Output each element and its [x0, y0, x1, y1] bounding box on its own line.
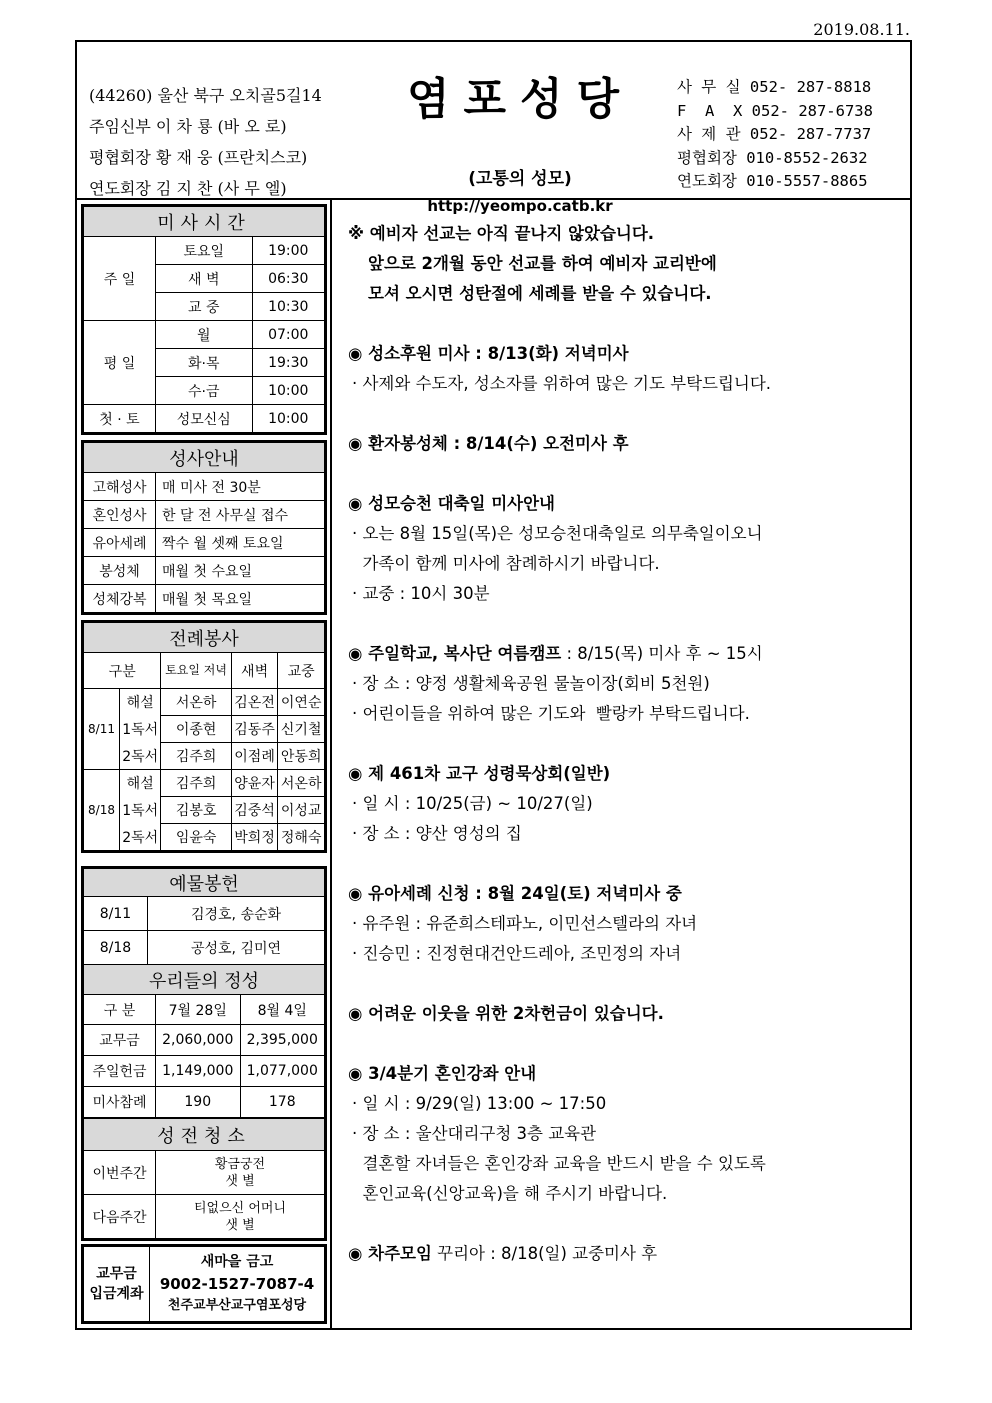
offering-names: 김경호, 송순화 — [148, 897, 325, 931]
news-item-line: 가족이 함께 미사에 참례하시기 바랍니다. — [352, 554, 660, 573]
bulletin-frame — [75, 40, 912, 1330]
liturgy-person: 김봉호 — [161, 797, 231, 824]
news-item-title: ◉ 성모승천 대축일 미사안내 — [348, 494, 555, 513]
sacrament-info: 매월 첫 수요일 — [156, 557, 325, 585]
news-item-line: 결혼할 자녀들은 혼인강좌 교육을 반드시 받을 수 있도록 — [352, 1154, 766, 1173]
news-item-line: · 장 소 : 양산 영성의 집 — [352, 824, 522, 843]
news-item-title: ◉ 3/4분기 혼인강좌 안내 — [348, 1064, 537, 1083]
mass-cell: 07:00 — [252, 321, 324, 349]
sacraments-title: 성사안내 — [84, 443, 325, 473]
mass-cell: 월 — [156, 321, 253, 349]
news-item-line: · 장 소 : 울산대리구청 3층 교육관 — [352, 1124, 597, 1143]
sacrament-info: 매월 첫 목요일 — [156, 585, 325, 613]
account-box — [81, 1244, 327, 1324]
news-item-title: ◉ 제 461차 교구 성령묵상회(일반) — [348, 764, 611, 783]
liturgy-person: 김주희 — [161, 743, 231, 770]
mass-cell: 화·목 — [156, 349, 253, 377]
contact-prayer: 연도회장 010-5557-8865 — [677, 172, 868, 190]
mass-cell: 성모신심 — [156, 405, 253, 433]
address: (44260) 울산 북구 오치골5길14 — [89, 86, 322, 105]
finance-title: 우리들의 정성 — [84, 965, 325, 995]
parish-url[interactable]: http://yeompo.catb.kr — [427, 197, 613, 215]
liturgy-role: 2독서 — [120, 743, 161, 770]
sunday-label: 주 일 — [84, 237, 156, 321]
sacrament-name: 유아세례 — [84, 529, 156, 557]
liturgy-person: 신기철 — [278, 716, 325, 743]
sacrament-info: 짝수 월 셋째 토요일 — [156, 529, 325, 557]
liturgy-person: 이성교 — [278, 797, 325, 824]
news-item-line: · 유주원 : 유준희스테파노, 이민선스텔라의 자녀 — [352, 914, 698, 933]
liturgy-title: 전례봉사 — [84, 623, 325, 653]
prayer-president: 연도회장 김 지 찬 (사 무 엘) — [89, 179, 287, 198]
news-item-line: · 장 소 : 양정 생활체육공원 물놀이장(회비 5천원) — [352, 674, 710, 693]
contact-council: 평협회장 010-8552-2632 — [677, 148, 868, 167]
sacraments-box — [81, 440, 327, 615]
parish-title: 염포성당 — [406, 74, 633, 125]
cleaning-box — [81, 1118, 327, 1241]
liturgy-role: 2독서 — [120, 824, 161, 851]
sacrament-name: 성체강복 — [84, 585, 156, 613]
contacts — [677, 76, 873, 194]
finance-label: 교무금 — [84, 1025, 156, 1056]
offering-date: 8/11 — [84, 897, 148, 931]
finance-table — [83, 964, 325, 1118]
finance-label: 미사참례 — [84, 1087, 156, 1118]
finance-label: 주일헌금 — [84, 1056, 156, 1087]
liturgy-table — [83, 622, 325, 851]
mass-schedule-box — [81, 204, 327, 435]
liturgy-person: 김중석 — [231, 797, 278, 824]
mass-title: 미사시간 — [84, 207, 325, 237]
news-item-title: ◉ 환자봉성체 : 8/14(수) 오전미사 후 — [348, 434, 629, 453]
liturgy-col-head: 새벽 — [231, 653, 278, 689]
liturgy-person: 양윤자 — [231, 770, 278, 797]
liturgy-role: 1독서 — [120, 797, 161, 824]
parish-title-block — [395, 70, 645, 215]
pastor: 주임신부 이 차 룡 (바 오 로) — [89, 117, 287, 136]
header-info — [89, 80, 322, 204]
liturgy-box — [81, 620, 327, 853]
offering-box — [81, 866, 327, 967]
cleaning-group: 샛 별 — [225, 1217, 255, 1233]
sacrament-name: 고해성사 — [84, 473, 156, 501]
liturgy-person: 이종현 — [161, 716, 231, 743]
sacrament-name: 혼인성사 — [84, 501, 156, 529]
contact-rectory: 사 제 관 052- 287-7737 — [677, 125, 872, 143]
liturgy-person: 이연순 — [278, 689, 325, 716]
cleaning-group: 티없으신 어머니 — [193, 1200, 287, 1216]
finance-col-head: 7월 28일 — [156, 995, 241, 1025]
liturgy-person: 김온전 — [231, 689, 278, 716]
sacrament-info: 매 미사 전 30분 — [156, 473, 325, 501]
liturgy-col-head: 교중 — [278, 653, 325, 689]
intro-line: 앞으로 2개월 동안 선교를 하여 예비자 교리반에 — [368, 254, 717, 273]
liturgy-date: 8/18 — [84, 770, 120, 851]
finance-col-head: 구 분 — [84, 995, 156, 1025]
news-item-line: · 어린이들을 위하여 많은 기도와 빨랑카 부탁드립니다. — [352, 704, 750, 723]
news-item-title: ◉ 성소후원 미사 : 8/13(화) 저녁미사 — [348, 344, 629, 363]
news-item-line: · 사제와 수도자, 성소자를 위하여 많은 기도 부탁드립니다. — [352, 374, 772, 393]
mass-cell: 교 중 — [156, 293, 253, 321]
liturgy-date: 8/11 — [84, 689, 120, 770]
finance-value: 1,149,000 — [156, 1056, 241, 1087]
cleaning-group: 샛 별 — [225, 1173, 255, 1189]
contact-office: 사 무 실 052- 287-8818 — [677, 78, 872, 96]
issue-date: 2019.08.11. — [813, 20, 910, 39]
liturgy-person: 안동희 — [278, 743, 325, 770]
intro-line: 모셔 오시면 성탄절에 세례를 받을 수 있습니다. — [368, 284, 712, 303]
intro-line: ※ 예비자 선교는 아직 끝나지 않았습니다. — [348, 224, 655, 243]
account-holder: 천주교부산교구염포성당 — [167, 1298, 307, 1313]
mass-cell: 토요일 — [156, 237, 253, 265]
mass-table — [83, 206, 325, 433]
news-item-title: ◉ 차주모임 — [348, 1244, 432, 1263]
liturgy-person: 정해숙 — [278, 824, 325, 851]
sacraments-table — [83, 442, 325, 613]
council-president: 평협회장 황 재 웅 (프란치스코) — [89, 148, 308, 167]
news-item-line: · 오는 8월 15일(목)은 성모승천대축일로 의무축일이오니 — [352, 524, 763, 543]
liturgy-col-head: 토요일 저녁 — [161, 653, 231, 689]
news-item-title: ◉ 유아세례 신청 : 8월 24일(토) 저녁미사 중 — [348, 884, 682, 903]
mass-cell: 19:30 — [252, 349, 324, 377]
finance-value: 178 — [240, 1087, 325, 1118]
news-item-line: · 진승민 : 진정현대건안드레아, 조민정의 자녀 — [352, 944, 682, 963]
account-label: 교무금 — [96, 1266, 137, 1282]
sacrament-name: 봉성체 — [84, 557, 156, 585]
news-item-line: 혼인교육(신앙교육)을 해 주시기 바랍니다. — [352, 1184, 668, 1203]
finance-value: 190 — [156, 1087, 241, 1118]
contact-fax: F A X 052- 287-6738 — [677, 101, 873, 120]
finance-value: 2,060,000 — [156, 1025, 241, 1056]
finance-value: 2,395,000 — [240, 1025, 325, 1056]
news-item-title-rest: : 8/15(목) 미사 후 ~ 15시 — [561, 644, 763, 663]
mass-cell: 10:00 — [252, 405, 324, 433]
left-column — [77, 200, 332, 1330]
finance-box — [81, 964, 327, 1120]
sacrament-info: 한 달 전 사무실 접수 — [156, 501, 325, 529]
liturgy-person: 임윤숙 — [161, 824, 231, 851]
liturgy-role: 1독서 — [120, 716, 161, 743]
news-item-line: · 일 시 : 10/25(금) ~ 10/27(일) — [352, 794, 593, 813]
liturgy-person: 이점례 — [231, 743, 278, 770]
cleaning-group: 황금궁전 — [214, 1156, 266, 1172]
offering-table — [83, 868, 325, 965]
liturgy-role: 해설 — [120, 689, 161, 716]
cleaning-title: 성전청소 — [84, 1119, 325, 1151]
news-item-title-rest: 꾸리아 : 8/18(일) 교중미사 후 — [431, 1244, 658, 1263]
mass-cell: 새 벽 — [156, 265, 253, 293]
offering-date: 8/18 — [84, 931, 148, 965]
liturgy-person: 김주희 — [161, 770, 231, 797]
header — [77, 42, 910, 215]
mass-cell: 수·금 — [156, 377, 253, 405]
cleaning-week: 이번주간 — [84, 1151, 156, 1195]
account-label: 입금계좌 — [89, 1286, 144, 1302]
account-number: 9002-1527-7087-4 — [159, 1275, 315, 1293]
first-sat-label: 첫 · 토 — [84, 405, 156, 433]
liturgy-person: 김동주 — [231, 716, 278, 743]
weekday-label: 평 일 — [84, 321, 156, 405]
liturgy-col-head: 구분 — [84, 653, 161, 689]
news-item-line: · 교중 : 10시 30분 — [352, 584, 490, 603]
mass-cell: 19:00 — [252, 237, 324, 265]
cleaning-table — [83, 1118, 325, 1239]
mass-cell: 10:30 — [252, 293, 324, 321]
account-bank: 새마을 금고 — [200, 1254, 274, 1270]
news-item-title: ◉ 주일학교, 복사단 여름캠프 — [348, 644, 562, 663]
finance-value: 1,077,000 — [240, 1056, 325, 1087]
news-item-line: · 일 시 : 9/29(일) 13:00 ~ 17:50 — [352, 1094, 607, 1113]
liturgy-role: 해설 — [120, 770, 161, 797]
offering-names: 공성호, 김미연 — [148, 931, 325, 965]
news-item-title: ◉ 어려운 이웃을 위한 2차헌금이 있습니다. — [348, 1004, 664, 1023]
liturgy-person: 서온하 — [278, 770, 325, 797]
parish-subtitle: (고통의 성모) — [468, 169, 572, 189]
offering-title: 예물봉헌 — [84, 869, 325, 897]
account-table — [83, 1246, 325, 1322]
finance-col-head: 8월 4일 — [240, 995, 325, 1025]
liturgy-person: 박희정 — [231, 824, 278, 851]
mass-cell: 06:30 — [252, 265, 324, 293]
cleaning-week: 다음주간 — [84, 1195, 156, 1239]
liturgy-person: 서온하 — [161, 689, 231, 716]
news-column — [334, 200, 910, 1330]
mass-cell: 10:00 — [252, 377, 324, 405]
